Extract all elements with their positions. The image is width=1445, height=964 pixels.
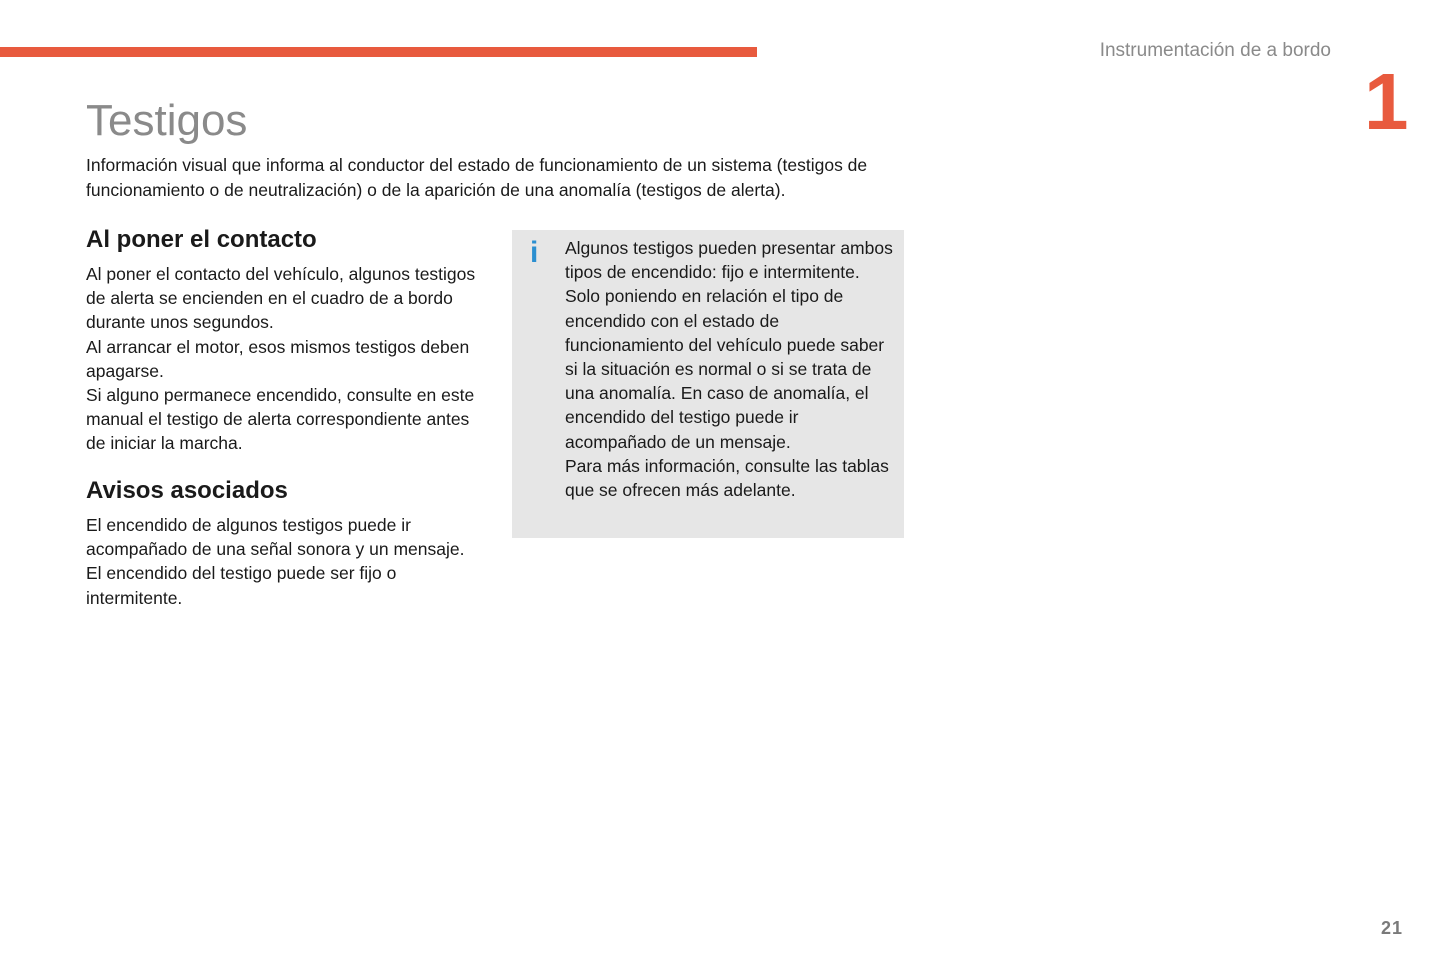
page-title: Testigos [86,96,248,145]
section-avisos-asociados [86,477,491,610]
section-al-poner-el-contacto [86,226,491,456]
info-icon: i [530,236,539,269]
section-body: Al poner el contacto del vehículo, algunos testigos de alerta se encienden en el cuadro de a bordo durante unos segundos. Al arrancar el motor, esos mismos testigos deben apagarse. Si alguno permanece encendido, consulte en este manual el testigo de alerta correspondiente antes de iniciar la marcha. [86,264,476,454]
page-number: 21 [1381,918,1404,938]
intro-paragraph: Información visual que informa al conductor del estado de funcionamiento de un sistema (testigos de funcionamiento o de neutralización) o de la aparición de una anomalía (testigos de alerta). [86,155,868,200]
section-heading: Avisos asociados [86,477,288,504]
info-box [512,230,904,538]
chapter-number: 1 [1364,57,1409,146]
chapter-accent-bar [0,47,757,57]
chapter-title: Instrumentación de a bordo [1099,40,1331,61]
section-heading: Al poner el contacto [86,226,317,253]
info-text: Algunos testigos pueden presentar ambos tipos de encendido: fijo e intermitente. Solo poniendo en relación el tipo de encendido con el estado de funcionamiento del vehículo puede saber si la situación es normal o si se trata de una anomalía. En caso de anomalía, el encendido del testigo puede ir acompañado de un mensaje. Para más información, consulte las tablas que se ofrecen más adelante. [565,238,893,501]
section-body: El encendido de algunos testigos puede ir acompañado de una señal sonora y un mensaje. El encendido del testigo puede ser fijo o intermitente. [86,515,465,608]
